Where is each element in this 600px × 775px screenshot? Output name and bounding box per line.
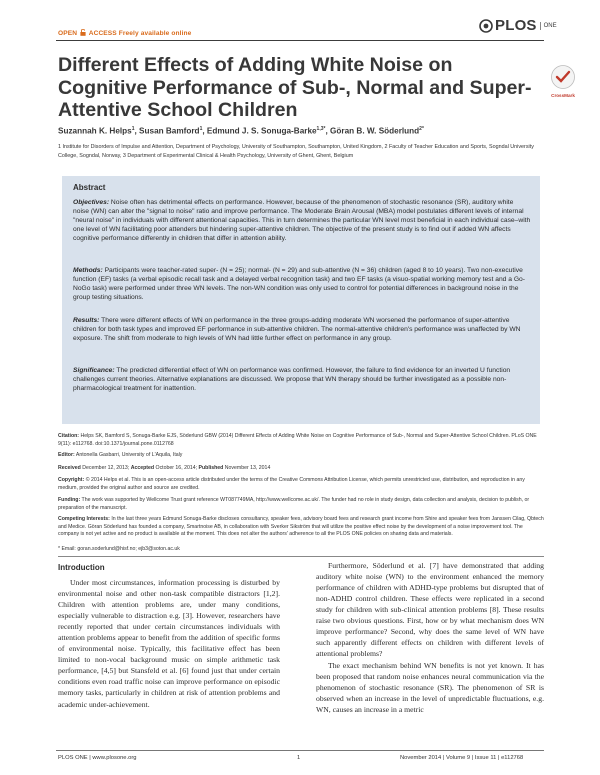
editor: Editor: Antonella Gasbarri, University of L'Aquila, Italy <box>58 452 183 458</box>
abstract-box <box>62 176 540 424</box>
crossmark-badge[interactable] <box>541 64 585 98</box>
abstract-results: Results: There were different effects of WN on performance in the three groups-adding moderate WN worsened the performance of super-attentive children for both task types and improved EF performance in sub-attentive children. The normal-attentive children's performance was unaffected by WN exposure. The shift from moderate to high levels of WN had little further effect on performance in any group. <box>73 317 521 342</box>
crossmark-icon <box>550 64 576 90</box>
header-rule <box>56 40 544 41</box>
plos-logo-icon <box>479 19 493 33</box>
corresponding-email: * Email: goran.soderlund@hisf.no; ejb3@soton.ac.uk <box>58 546 180 552</box>
crossmark-label: CrossMark <box>551 93 575 98</box>
intro-paragraph: Furthermore, Söderlund et al. [7] have demonstrated that adding auditory white noise (WN) to the environment enhanced the memory performance of children with ADHD-type problems but disrupted that of non-ADHD control children. These effects were replicated in a second study for children with sub-clinical attention problems [8]. These results raise two obvious questions. First, how or by what mechanism does WN improve performance? Second, why does the same level of WN have such apparently different effects on children with different levels of attentional problems? <box>316 561 544 659</box>
open-access-label: OPEN ACCESS Freely available online <box>58 30 192 37</box>
intro-paragraph: The exact mechanism behind WN benefits is not yet known. It has been proposed that random noise enhances neural communication via the phenomenon of stochastic resonance (SR). The phenomenon of SR is observed when an increase in the level of unpredictable fluctuations, e.g. WN, causes an increase in a metric <box>316 661 544 715</box>
abstract-methods: Methods: Participants were teacher-rated super- (N = 25); normal- (N = 29) and sub-attentive (N = 36) children (aged 8 to 10 years). Two non-executive function (EF) tasks (a verbal episodic recall task and a delayed verbal recognition task) and two EF tasks (a visuo-spatial working memory test and a Go-NoGo task) were performed under three WN levels. The non-WN condition was only used to control for potential differences in background noise in the group testing situations. <box>73 267 525 301</box>
article-title: Different Effects of Adding White Noise on Cognitive Performance of Sub-, Normal and Super-Attentive School Children <box>58 54 532 121</box>
footer-journal: PLOS ONE | www.plosone.org <box>58 755 137 761</box>
copyright: Copyright: © 2014 Helps et al. This is an open-access article distributed under the terms of the Creative Commons Attribution License, which permits unrestricted use, distribution, and reproduction in any medium, provided the original author and source are credited. <box>58 477 525 491</box>
dates: Received December 12, 2013; Accepted October 16, 2014; Published November 13, 2014 <box>58 465 271 471</box>
abstract-significance: Significance: The predicted differential effect of WN on performance was confirmed. However, the failure to find evidence for an inverted U function challenges current theories. Alternative explanations are discussed. We propose that WN therapy should be further investigated as a possible non-pharmacological treatment for inattention. <box>73 367 511 392</box>
footer-issue: November 2014 | Volume 9 | Issue 11 | e112768 <box>400 755 524 761</box>
abstract-heading: Abstract <box>73 183 106 192</box>
author-name: Göran B. W. Söderlund <box>330 126 420 136</box>
page-header <box>0 0 600 38</box>
plos-one-logo <box>479 17 557 34</box>
intro-paragraph: Under most circumstances, information processing is disturbed by environmental noise and other non-task compatible distractors [1,2]. Children with attention problems are, under many conditions, especially vulnerable to distraction e.g. [3]. However, researchers have recently reported that under certain circumstances individuals with attention problems appear to benefit from the addition of specific forms of environmental noise. Typically, this facilitative effect has been limited to non-vocal background music on simple arithmetic task performance, [4,5] but Stansfeld et al. [6] found just that under certain conditions even road traffic noise can improve performance on episodic memory tasks, particularly in children at risk of attention problems and academic under-achievement. <box>58 578 280 709</box>
author-list: Suzannah K. Helps$^1$, Susan Bamford$^1$, Edmund J. S. Sonuga-Barke$^{1,3*}$, Göran B. W. Söderlund$^{2*}$ <box>58 126 424 136</box>
journal-sub-mark: ONE <box>540 22 557 30</box>
citation: Citation: Helps SK, Bamford S, Sonuga-Barke EJS, Söderlund GBW (2014) Different Effects of Adding White Noise on Cognitive Performance of Sub-, Normal and Super-Attentive School Children. PLoS ONE 9(11): e112768. doi:10.1371/journal.pone.0112768 <box>58 433 537 447</box>
plos-wordmark: PLOS <box>495 17 537 34</box>
author-name: Suzannah K. Helps <box>58 126 132 136</box>
meta-divider <box>58 556 544 557</box>
author-name: Edmund J. S. Sonuga-Barke <box>206 126 317 136</box>
footer-rule <box>56 750 544 751</box>
competing-interests: Competing Interests: In the last three years Edmund Sonuga-Barke discloses consultancy, speaker fees, advisory board fees and research grant income from Shire and speaker fees from Janssen Cilag, Qbtech and Medice. Göran Söderlund has founded a company, Smartnoise AB, in collaboration with Sverker Sikström that will utilize the positive effect noise by the development of a noise improvement tool. The company is not yet active and no product is available at the moment. This does not alter the authors' adherence to all the PLOS ONE policies on sharing data and materials. <box>58 516 544 538</box>
author-name: Susan Bamford <box>139 126 200 136</box>
page-number: 1 <box>297 755 301 761</box>
funding: Funding: The work was supported by Wellcome Trust grant reference WT087749MA, http://www.wellcome.ac.uk/. The funder had no role in study design, data collection and analysis, decision to publish, or preparation of the manuscript. <box>58 497 530 511</box>
abstract-objectives: Objectives: Noise often has detrimental effects on performance. However, because of the phenomenon of stochastic resonance (SR), auditory white noise (WN) can alter the "signal to noise" ratio and improve performance. The Moderate Brain Arousal (MBA) model postulates different levels of internal "neural noise" in individuals with different attentional capacities. This in turn determines the particular WN level most beneficial in each individual case–with one level of WN facilitating poor attenders but hindering super-attentive children. The objective of the present study is to find out if added WN affects cognitive performance differently in children that differ in attention ability. <box>73 199 531 242</box>
section-heading-introduction: Introduction <box>58 563 105 572</box>
open-lock-icon <box>80 29 86 36</box>
affiliations: 1 Institute for Disorders of Impulse and Attention, Department of Psychology, University of Southampton, Southampton, United Kingdom, 2 Faculty of Teacher Education and Sports, Sogndal University College, Sogndal, Norway, 3 Department of Experimental Clinical & Health Psychology, University of Ghent, Ghent, Belgium <box>58 144 534 159</box>
